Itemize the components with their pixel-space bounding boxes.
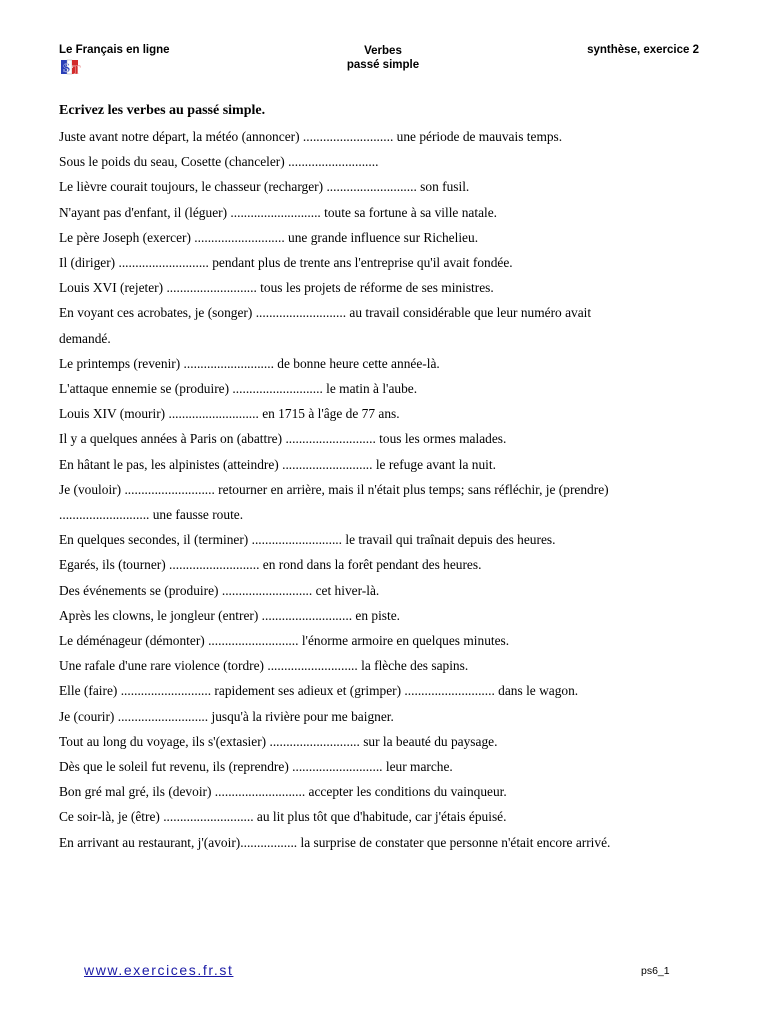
svg-text:T: T [72,62,81,77]
exercise-line: N'ayant pas d'enfant, il (léguer) ........................... toute sa fortune à sa ville natale. [59,204,498,220]
exercise-line: Louis XIV (mourir) ........................... en 1715 à l'âge de 77 ans. [59,406,400,422]
exercise-line: Bon gré mal gré, ils (devoir) ........................... accepter les conditions du vainqueur. [59,784,507,800]
exercise-line: Le printemps (revenir) ........................... de bonne heure cette année-là. [59,355,440,371]
page-code: ps6_1 [641,965,670,977]
exercise-line: Une rafale d'une rare violence (tordre) ........................... la flèche des sapins. [59,658,469,674]
exercise-line: Juste avant notre départ, la météo (annoncer) ........................... une période de mauvais temps. [59,129,563,144]
exercise-line: Le père Joseph (exercer) ........................... une grande influence sur Richelieu. [59,229,479,245]
topic-heading [327,44,439,72]
exercise-line: Le déménageur (démonter) ........................... l'énorme armoire en quelques minutes. [59,633,510,649]
exercise-line: Le lièvre courait toujours, le chasseur (recharger) ........................... son fusil. [59,179,470,195]
exercise-line: Ce soir-là, je (être) ........................... au lit plus tôt que d'habitude, car j'étais épuisé. [59,809,507,825]
exercise-line: Egarés, ils (tourner) ........................... en rond dans la forêt pendant des heures. [59,557,482,573]
site-title: Le Français en ligne [59,44,170,56]
page-header [59,44,699,92]
exercise-line: L'attaque ennemie se (produire) ........................... le matin à l'aube. [59,381,418,397]
exercise-line: En voyant ces acrobates, je (songer) ........................... au travail considérable que leur numéro avait [59,305,592,321]
exercise-list [59,124,719,855]
exercise-line: Dès que le soleil fut revenu, ils (reprendre) ........................... leur marche. [59,759,453,775]
exercise-line: Louis XVI (rejeter) ........................... tous les projets de réforme de ses ministres. [59,280,494,296]
exercise-line: Elle (faire) ........................... rapidement ses adieux et (grimper) ........................... dans le wagon. [59,683,579,699]
topic-line-passe-simple: passé simple [346,59,420,71]
exercise-line: Après les clowns, le jongleur (entrer) ........................... en piste. [59,607,401,623]
exercise-line: Il (diriger) ........................... pendant plus de trente ans l'entreprise qu'il avait fondée. [59,255,513,271]
exercise-line: Je (vouloir) ........................... retourner en arrière, mais il n'était plus temps; sans réfléchir, je (prendre) [59,481,609,497]
exercise-label: synthèse, exercice 2 [587,44,699,56]
exercise-line: Tout au long du voyage, ils s'(extasier) ........................... sur la beauté du paysage. [59,733,498,749]
exercise-line: Je (courir) ........................... jusqu'à la rivière pour me baigner. [59,708,394,724]
exercise-line: En arrivant au restaurant, j'(avoir)................. la surprise de constater que personne n'était encore arrivé. [59,834,611,850]
topic-line-verbes: Verbes [364,45,402,57]
website-link[interactable]: www.exercices.fr.st [84,962,234,978]
exercise-line: Des événements se (produire) ........................... cet hiver-là. [59,582,380,598]
site-logo-icon [60,57,85,78]
exercise-line: ........................... une fausse route. [59,507,244,523]
exercise-line: Il y a quelques années à Paris on (abattre) ........................... tous les ormes malades. [59,431,507,447]
exercise-line: Sous le poids du seau, Cosette (chanceler) ........................... [59,154,379,170]
exercise-line: En quelques secondes, il (terminer) ........................... le travail qui traînait depuis des heures. [59,532,556,548]
exercise-line: demandé. [59,330,111,346]
exercise-instruction: Ecrivez les verbes au passé simple. [59,103,266,118]
exercise-line: En hâtant le pas, les alpinistes (atteindre) ........................... le refuge avant la nuit. [59,456,496,472]
svg-text:S: S [63,60,71,75]
